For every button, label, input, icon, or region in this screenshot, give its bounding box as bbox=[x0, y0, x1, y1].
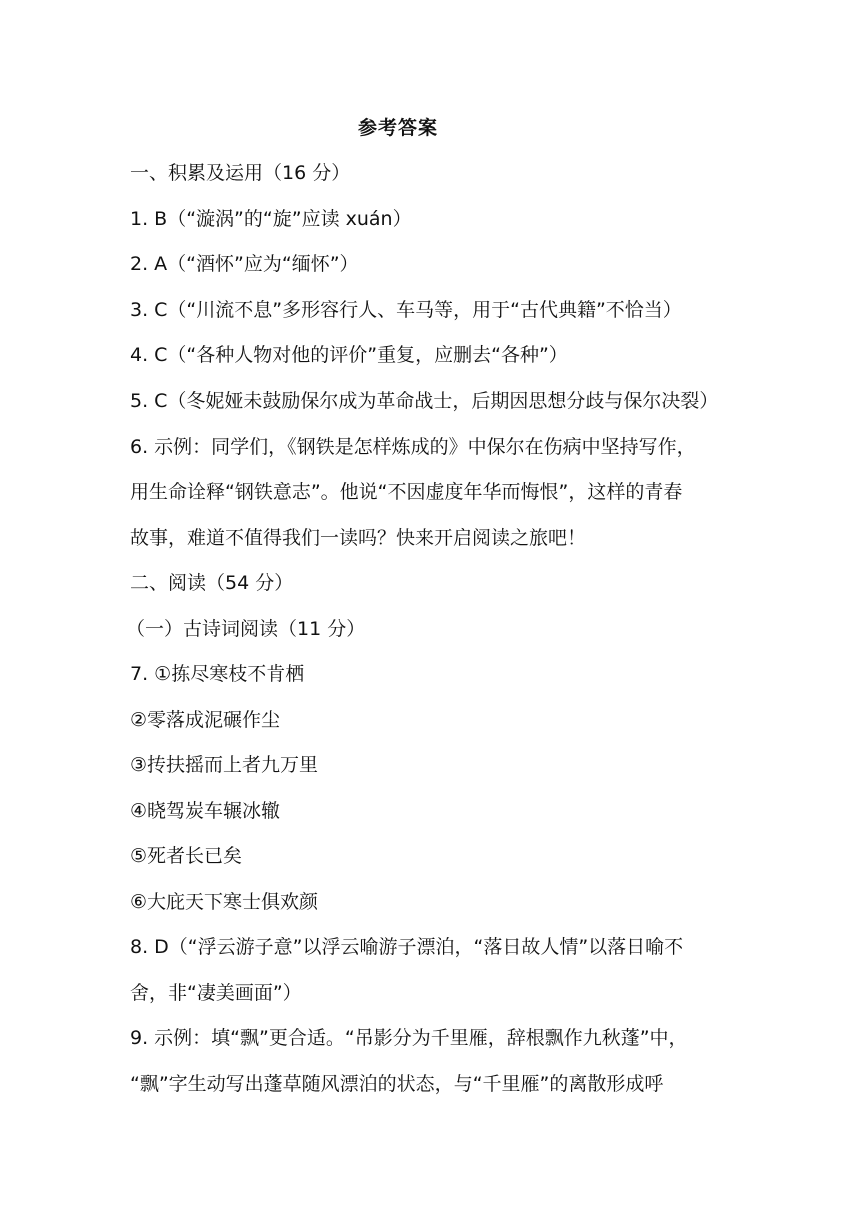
answer-line-1: 1. B（“漩涡”的“旋”应读 xuán） bbox=[130, 208, 412, 230]
answer-line-9: 9. 示例：填“飘”更合适。“吊影分为千里雁，辞根飘作九秋蓬”中， bbox=[130, 1027, 688, 1049]
answer-line-4: 4. C（“各种人物对他的评价”重复，应删去“各种”） bbox=[130, 344, 568, 366]
answer-line-7-item-5: ⑤死者长已矣 bbox=[130, 845, 243, 867]
answer-line-8-continued: 舍，非“凄美画面”） bbox=[130, 982, 302, 1004]
answer-line-2: 2. A（“酒怀”应为“缅怀”） bbox=[130, 253, 359, 275]
section-heading-reading: 二、阅读（54 分） bbox=[130, 572, 294, 594]
answer-line-7-item-3: ③抟扶摇而上者九万里 bbox=[130, 754, 319, 776]
answer-line-5: 5. C（冬妮娅未鼓励保尔成为革命战士，后期因思想分歧与保尔决裂） bbox=[130, 390, 719, 412]
document-title: 参考答案 bbox=[357, 117, 438, 139]
section-heading-accumulation: 一、积累及运用（16 分） bbox=[130, 162, 351, 184]
answer-line-7-item-2: ②零落成泥碾作尘 bbox=[130, 709, 281, 731]
answer-line-8: 8. D（“浮云游子意”以浮云喻游子漂泊，“落日故人情”以落日喻不 bbox=[130, 936, 684, 958]
answer-line-7-item-1: 7. ①拣尽寒枝不肯栖 bbox=[130, 663, 305, 685]
answer-line-9-continued: “飘”字生动写出蓬草随风漂泊的状态，与“千里雁”的离散形成呼 bbox=[130, 1073, 664, 1095]
answer-line-6-continued-1: 用生命诠释“钢铁意志”。他说“不因虚度年华而悔恨”，这样的青春 bbox=[130, 481, 683, 503]
answer-line-3: 3. C（“川流不息”多形容行人、车马等，用于“古代典籍”不恰当） bbox=[130, 299, 682, 321]
answer-line-7-item-4: ④晓驾炭车辗冰辙 bbox=[130, 800, 281, 822]
answer-line-6: 6. 示例：同学们，《钢铁是怎样炼成的》中保尔在伤病中坚持写作， bbox=[130, 436, 696, 458]
answer-line-6-continued-2: 故事，难道不值得我们一读吗？快来开启阅读之旅吧！ bbox=[130, 527, 587, 549]
answer-line-7-item-6: ⑥大庇天下寒士俱欢颜 bbox=[130, 891, 319, 913]
subsection-heading-poetry: （一）古诗词阅读（11 分） bbox=[126, 618, 366, 640]
